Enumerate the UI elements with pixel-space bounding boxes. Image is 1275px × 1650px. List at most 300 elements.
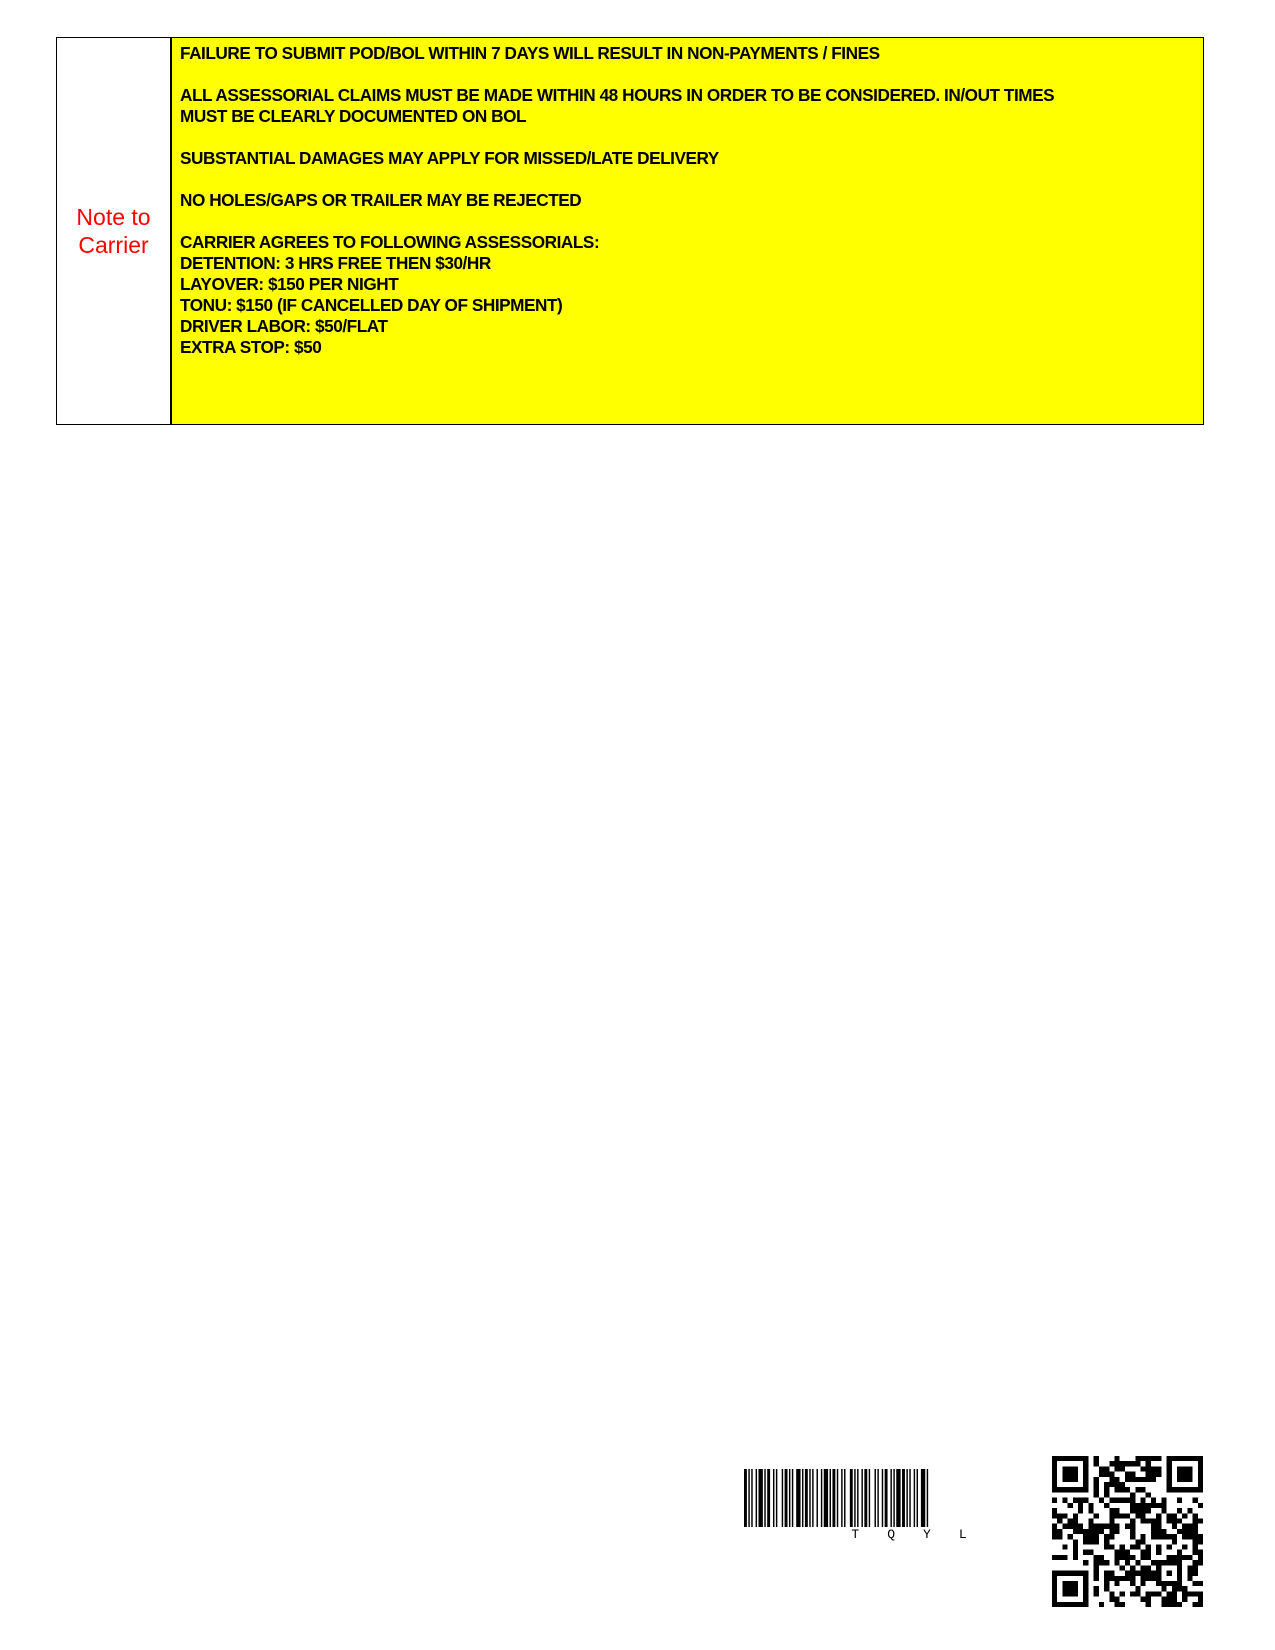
qr-module — [1120, 1482, 1125, 1487]
barcode-bar — [796, 1469, 800, 1527]
qr-module — [1078, 1524, 1083, 1529]
barcode-bar — [885, 1469, 888, 1527]
qr-module — [1104, 1539, 1109, 1544]
qr-module — [1198, 1597, 1203, 1602]
qr-module — [1151, 1576, 1156, 1581]
assessorial-item: DRIVER LABOR: $50/FLAT — [180, 316, 388, 336]
qr-module — [1187, 1508, 1192, 1513]
qr-module — [1125, 1513, 1130, 1518]
qr-module — [1141, 1534, 1146, 1539]
qr-module — [1135, 1456, 1140, 1461]
qr-module — [1088, 1518, 1093, 1523]
qr-module — [1073, 1539, 1078, 1544]
qr-module — [1146, 1466, 1151, 1471]
qr-module — [1109, 1529, 1114, 1534]
qr-module — [1088, 1539, 1093, 1544]
qr-align-center — [1167, 1571, 1172, 1576]
barcode-bars — [744, 1469, 1034, 1527]
note-label-cell — [57, 38, 172, 424]
qr-module — [1193, 1550, 1198, 1555]
qr-module — [1130, 1472, 1135, 1477]
qr-module — [1187, 1555, 1192, 1560]
qr-module — [1156, 1529, 1161, 1534]
qr-module — [1114, 1529, 1119, 1534]
qr-module — [1161, 1534, 1166, 1539]
qr-module — [1135, 1513, 1140, 1518]
qr-module — [1109, 1508, 1114, 1513]
note-paragraph: FAILURE TO SUBMIT POD/BOL WITHIN 7 DAYS WILL RESULT IN NON-PAYMENTS / FINES — [180, 43, 880, 63]
qr-module — [1193, 1529, 1198, 1534]
qr-module — [1198, 1560, 1203, 1565]
qr-module — [1099, 1560, 1104, 1565]
barcode-bar — [751, 1469, 752, 1527]
assessorial-item: EXTRA STOP: $50 — [180, 337, 322, 357]
qr-module — [1104, 1482, 1109, 1487]
qr-module — [1130, 1529, 1135, 1534]
qr-module — [1109, 1472, 1114, 1477]
qr-module — [1073, 1513, 1078, 1518]
qr-module — [1198, 1581, 1203, 1586]
qr-module — [1187, 1576, 1192, 1581]
qr-module — [1146, 1518, 1151, 1523]
barcode-bar — [776, 1469, 777, 1527]
qr-module — [1099, 1529, 1104, 1534]
qr-module — [1130, 1545, 1135, 1550]
barcode-bar — [902, 1469, 905, 1527]
qr-module — [1151, 1477, 1156, 1482]
qr-module — [1198, 1518, 1203, 1523]
qr-module — [1094, 1534, 1099, 1539]
qr-module — [1193, 1545, 1198, 1550]
qr-module — [1167, 1602, 1172, 1607]
qr-module — [1151, 1503, 1156, 1508]
qr-module — [1073, 1529, 1078, 1534]
qr-module — [1104, 1472, 1109, 1477]
qr-module — [1104, 1586, 1109, 1591]
qr-module — [1151, 1591, 1156, 1596]
qr-module — [1120, 1591, 1125, 1596]
qr-module — [1151, 1456, 1156, 1461]
qr-module — [1141, 1498, 1146, 1503]
qr-module — [1135, 1487, 1140, 1492]
qr-module — [1109, 1524, 1114, 1529]
qr-module — [1104, 1503, 1109, 1508]
barcode-bar — [914, 1469, 915, 1527]
qr-module — [1114, 1498, 1119, 1503]
qr-module — [1104, 1524, 1109, 1529]
qr-module — [1151, 1571, 1156, 1576]
qr-module — [1187, 1565, 1192, 1570]
qr-module — [1114, 1508, 1119, 1513]
qr-module — [1109, 1482, 1114, 1487]
qr-module — [1172, 1602, 1177, 1607]
barcode-bar — [837, 1469, 838, 1527]
barcode-bar — [767, 1469, 770, 1527]
qr-module — [1151, 1518, 1156, 1523]
qr-module — [1073, 1555, 1078, 1560]
qr-module — [1130, 1477, 1135, 1482]
qr-module — [1177, 1508, 1182, 1513]
qr-module — [1177, 1529, 1182, 1534]
qr-module — [1114, 1555, 1119, 1560]
qr-module — [1109, 1597, 1114, 1602]
qr-module — [1198, 1602, 1203, 1607]
barcode-bar — [854, 1469, 855, 1527]
qr-module — [1088, 1550, 1093, 1555]
qr-module — [1130, 1591, 1135, 1596]
qr-module — [1062, 1513, 1067, 1518]
note-to-carrier-box — [56, 37, 1204, 425]
qr-module — [1094, 1576, 1099, 1581]
qr-module — [1141, 1508, 1146, 1513]
qr-module — [1109, 1498, 1114, 1503]
qr-module — [1114, 1461, 1119, 1466]
barcode-char: Y — [923, 1527, 931, 1542]
qr-module — [1094, 1591, 1099, 1596]
qr-module — [1078, 1498, 1083, 1503]
barcode-bar — [857, 1469, 858, 1527]
qr-module — [1161, 1597, 1166, 1602]
qr-module — [1177, 1498, 1182, 1503]
qr-module — [1125, 1461, 1130, 1466]
qr-module — [1083, 1529, 1088, 1534]
qr-module — [1167, 1597, 1172, 1602]
qr-module — [1182, 1524, 1187, 1529]
qr-module — [1109, 1461, 1114, 1466]
qr-module — [1130, 1534, 1135, 1539]
barcode-bar — [759, 1469, 763, 1527]
qr-module — [1099, 1498, 1104, 1503]
qr-module — [1109, 1576, 1114, 1581]
qr-module — [1094, 1477, 1099, 1482]
qr-module — [1156, 1472, 1161, 1477]
qr-module — [1156, 1550, 1161, 1555]
qr-module — [1141, 1513, 1146, 1518]
barcode — [744, 1469, 1034, 1542]
qr-module — [1177, 1586, 1182, 1591]
qr-module — [1104, 1560, 1109, 1565]
qr-module — [1146, 1508, 1151, 1513]
qr-module — [1198, 1534, 1203, 1539]
qr-module — [1146, 1555, 1151, 1560]
barcode-bar — [869, 1469, 870, 1527]
qr-module — [1052, 1513, 1057, 1518]
qr-module — [1099, 1524, 1104, 1529]
barcode-bar — [909, 1469, 910, 1527]
qr-module — [1187, 1524, 1192, 1529]
note-paragraph: SUBSTANTIAL DAMAGES MAY APPLY FOR MISSED/LATE DELIVERY — [180, 148, 719, 168]
qr-module — [1146, 1602, 1151, 1607]
assessorial-item: LAYOVER: $150 PER NIGHT — [180, 274, 399, 294]
qr-module — [1167, 1534, 1172, 1539]
qr-module — [1083, 1498, 1088, 1503]
qr-module — [1141, 1555, 1146, 1560]
qr-module — [1146, 1545, 1151, 1550]
qr-module — [1193, 1602, 1198, 1607]
qr-module — [1161, 1508, 1166, 1513]
barcode-bar — [805, 1469, 808, 1527]
qr-module — [1146, 1477, 1151, 1482]
qr-module — [1094, 1555, 1099, 1560]
qr-module — [1099, 1472, 1104, 1477]
qr-module — [1156, 1513, 1161, 1518]
qr-module — [1193, 1565, 1198, 1570]
qr-module — [1193, 1534, 1198, 1539]
barcode-bar — [785, 1469, 788, 1527]
barcode-char: Q — [887, 1527, 895, 1542]
qr-module — [1177, 1555, 1182, 1560]
qr-module — [1151, 1534, 1156, 1539]
barcode-bar — [821, 1469, 822, 1527]
qr-module — [1182, 1513, 1187, 1518]
qr-module — [1114, 1477, 1119, 1482]
qr-module — [1078, 1503, 1083, 1508]
qr-module — [1052, 1524, 1057, 1529]
qr-module — [1141, 1456, 1146, 1461]
qr-module — [1156, 1503, 1161, 1508]
qr-module — [1135, 1508, 1140, 1513]
qr-module — [1135, 1477, 1140, 1482]
barcode-bar — [890, 1469, 891, 1527]
barcode-bar — [875, 1469, 876, 1527]
qr-module — [1109, 1571, 1114, 1576]
qr-module — [1130, 1576, 1135, 1581]
qr-module — [1167, 1555, 1172, 1560]
barcode-bar — [896, 1469, 900, 1527]
note-label: Note to Carrier — [76, 204, 151, 258]
qr-module — [1109, 1518, 1114, 1523]
qr-module — [1094, 1482, 1099, 1487]
qr-module — [1125, 1571, 1130, 1576]
qr-module — [1141, 1477, 1146, 1482]
qr-module — [1114, 1581, 1119, 1586]
qr-module — [1141, 1581, 1146, 1586]
qr-module — [1141, 1539, 1146, 1544]
barcode-bar — [830, 1469, 831, 1527]
qr-module — [1141, 1576, 1146, 1581]
barcode-bar — [841, 1469, 842, 1527]
qr-module — [1135, 1503, 1140, 1508]
qr-module — [1156, 1524, 1161, 1529]
barcode-bar — [756, 1469, 757, 1527]
assessorial-item: DETENTION: 3 HRS FREE THEN $30/HR — [180, 253, 491, 273]
qr-module — [1057, 1513, 1062, 1518]
qr-code — [1052, 1456, 1203, 1607]
qr-module — [1141, 1565, 1146, 1570]
qr-module — [1094, 1492, 1099, 1497]
qr-module — [1135, 1586, 1140, 1591]
qr-module — [1198, 1503, 1203, 1508]
qr-module — [1156, 1545, 1161, 1550]
qr-module — [1073, 1550, 1078, 1555]
barcode-char: L — [958, 1527, 967, 1542]
qr-module — [1130, 1498, 1135, 1503]
qr-module — [1094, 1461, 1099, 1466]
qr-module — [1130, 1581, 1135, 1586]
barcode-bar — [782, 1469, 783, 1527]
qr-module — [1094, 1560, 1099, 1565]
qr-module — [1094, 1524, 1099, 1529]
qr-module — [1193, 1581, 1198, 1586]
qr-module — [1193, 1524, 1198, 1529]
qr-module — [1187, 1529, 1192, 1534]
qr-module — [1078, 1508, 1083, 1513]
qr-finder-center — [1062, 1581, 1078, 1597]
qr-module — [1073, 1498, 1078, 1503]
qr-module — [1114, 1550, 1119, 1555]
qr-module — [1094, 1456, 1099, 1461]
qr-module — [1161, 1602, 1166, 1607]
qr-module — [1193, 1539, 1198, 1544]
qr-module — [1167, 1545, 1172, 1550]
qr-module — [1198, 1539, 1203, 1544]
qr-module — [1057, 1555, 1062, 1560]
qr-module — [1094, 1513, 1099, 1518]
qr-module — [1130, 1555, 1135, 1560]
qr-module — [1182, 1591, 1187, 1596]
qr-module — [1130, 1524, 1135, 1529]
qr-module — [1120, 1466, 1125, 1471]
qr-module — [1120, 1576, 1125, 1581]
qr-module — [1141, 1597, 1146, 1602]
qr-module — [1120, 1461, 1125, 1466]
qr-module — [1099, 1555, 1104, 1560]
qr-finder-center — [1177, 1466, 1193, 1482]
qr-module — [1083, 1539, 1088, 1544]
qr-module — [1151, 1472, 1156, 1477]
qr-module — [1182, 1534, 1187, 1539]
qr-module — [1135, 1571, 1140, 1576]
qr-module — [1198, 1550, 1203, 1555]
qr-module — [1062, 1545, 1067, 1550]
barcode-bar — [809, 1469, 810, 1527]
qr-module — [1120, 1555, 1125, 1560]
qr-module — [1146, 1461, 1151, 1466]
qr-module — [1187, 1534, 1192, 1539]
qr-code-image — [1052, 1456, 1203, 1607]
qr-module — [1146, 1472, 1151, 1477]
qr-module — [1193, 1513, 1198, 1518]
qr-module — [1135, 1560, 1140, 1565]
qr-module — [1073, 1524, 1078, 1529]
qr-module — [1193, 1591, 1198, 1596]
barcode-bar — [921, 1469, 925, 1527]
qr-module — [1172, 1555, 1177, 1560]
qr-module — [1156, 1456, 1161, 1461]
qr-module — [1193, 1560, 1198, 1565]
qr-module — [1146, 1503, 1151, 1508]
barcode-bar — [844, 1469, 845, 1527]
qr-module — [1104, 1581, 1109, 1586]
qr-module — [1141, 1571, 1146, 1576]
qr-module — [1114, 1456, 1119, 1461]
qr-module — [1094, 1571, 1099, 1576]
qr-module — [1167, 1591, 1172, 1596]
qr-module — [1052, 1529, 1057, 1534]
qr-module — [1125, 1555, 1130, 1560]
qr-module — [1094, 1586, 1099, 1591]
qr-module — [1130, 1492, 1135, 1497]
qr-module — [1125, 1477, 1130, 1482]
barcode-bar — [877, 1469, 878, 1527]
qr-module — [1120, 1602, 1125, 1607]
qr-module — [1068, 1503, 1073, 1508]
qr-module — [1135, 1461, 1140, 1466]
barcode-bar — [764, 1469, 765, 1527]
qr-module — [1182, 1597, 1187, 1602]
qr-module — [1156, 1534, 1161, 1539]
barcode-char: T — [851, 1527, 860, 1542]
qr-module — [1125, 1560, 1130, 1565]
qr-module — [1156, 1591, 1161, 1596]
qr-module — [1068, 1534, 1073, 1539]
qr-module — [1187, 1571, 1192, 1576]
qr-module — [1151, 1560, 1156, 1565]
barcode-bar — [802, 1469, 803, 1527]
qr-module — [1062, 1555, 1067, 1560]
qr-module — [1151, 1466, 1156, 1471]
qr-module — [1114, 1487, 1119, 1492]
qr-module — [1125, 1550, 1130, 1555]
barcode-bar — [861, 1469, 862, 1527]
qr-module — [1146, 1571, 1151, 1576]
qr-module — [1193, 1571, 1198, 1576]
qr-module — [1073, 1545, 1078, 1550]
note-paragraph: NO HOLES/GAPS OR TRAILER MAY BE REJECTED — [180, 190, 582, 210]
barcode-bar — [864, 1469, 867, 1527]
barcode-bar — [792, 1469, 793, 1527]
barcode-bar — [789, 1469, 790, 1527]
qr-module — [1151, 1524, 1156, 1529]
barcode-bar — [927, 1469, 928, 1527]
qr-module — [1104, 1466, 1109, 1471]
qr-module — [1083, 1560, 1088, 1565]
qr-module — [1130, 1565, 1135, 1570]
qr-module — [1135, 1539, 1140, 1544]
qr-module — [1172, 1524, 1177, 1529]
qr-module — [1161, 1529, 1166, 1534]
qr-module — [1104, 1576, 1109, 1581]
qr-module — [1088, 1508, 1093, 1513]
barcode-bar — [882, 1469, 883, 1527]
qr-module — [1151, 1498, 1156, 1503]
qr-module — [1130, 1508, 1135, 1513]
qr-module — [1052, 1498, 1057, 1503]
qr-module — [1130, 1518, 1135, 1523]
qr-module — [1161, 1586, 1166, 1591]
barcode-bar — [850, 1469, 853, 1527]
qr-module — [1125, 1524, 1130, 1529]
qr-module — [1109, 1513, 1114, 1518]
qr-module — [1177, 1550, 1182, 1555]
qr-module — [1141, 1487, 1146, 1492]
qr-module — [1146, 1565, 1151, 1570]
qr-module — [1125, 1487, 1130, 1492]
qr-module — [1187, 1591, 1192, 1596]
qr-module — [1146, 1597, 1151, 1602]
barcode-bar — [832, 1469, 835, 1527]
qr-module — [1062, 1524, 1067, 1529]
qr-module — [1167, 1513, 1172, 1518]
qr-module — [1130, 1503, 1135, 1508]
qr-module — [1120, 1513, 1125, 1518]
qr-module — [1146, 1591, 1151, 1596]
note-content — [172, 38, 1203, 424]
qr-module — [1193, 1518, 1198, 1523]
qr-module — [1083, 1534, 1088, 1539]
qr-module — [1193, 1498, 1198, 1503]
barcode-bar — [744, 1469, 747, 1527]
